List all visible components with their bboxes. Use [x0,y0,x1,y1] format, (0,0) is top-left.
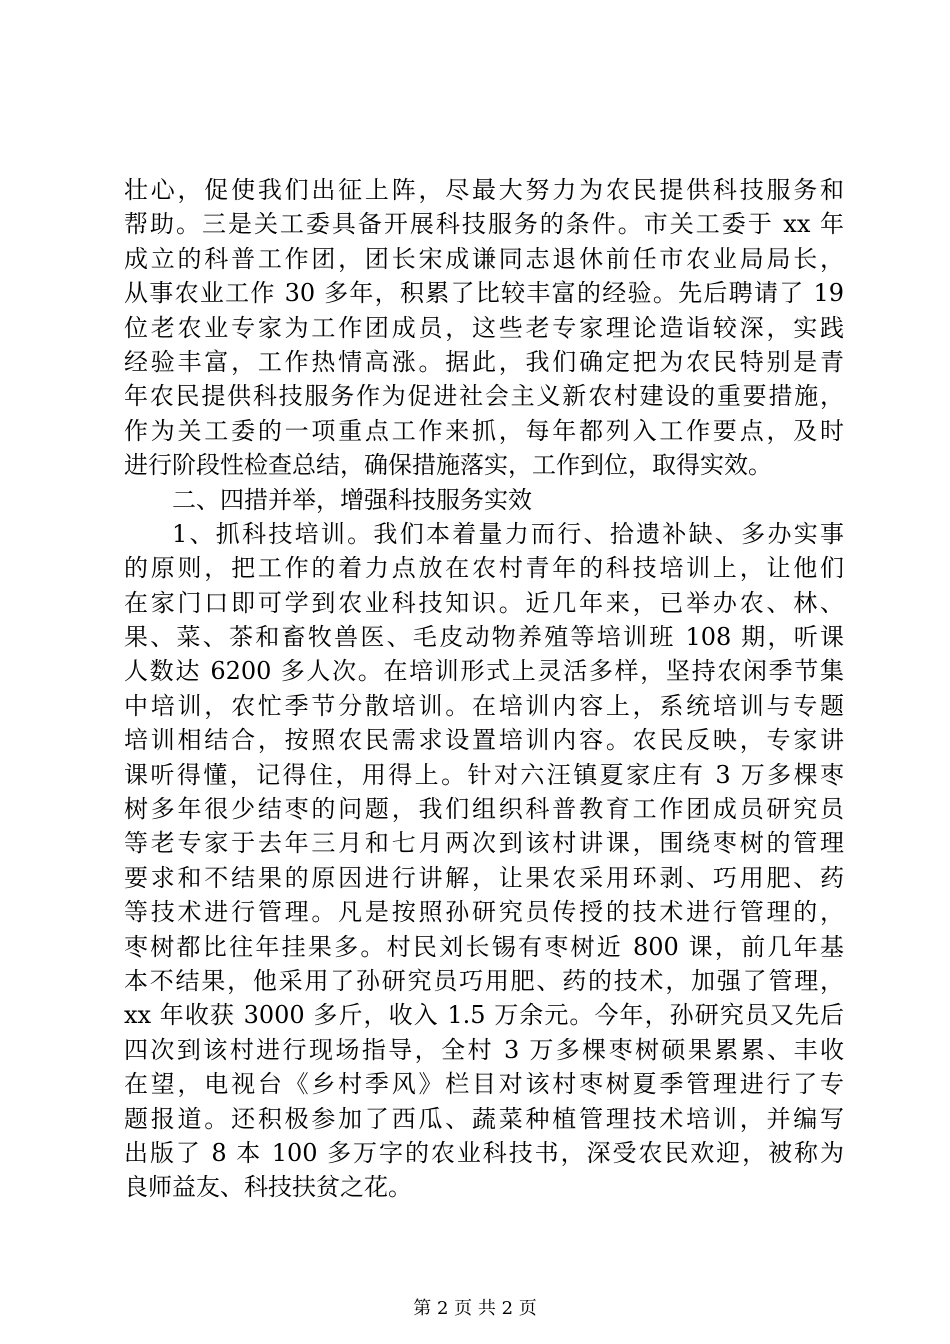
text-line: 位老农业专家为工作团成员，这些老专家理论造诣较深，实践 [124,313,844,342]
text-line: 课听得懂，记得住，用得上。针对六汪镇夏家庄有 3 万多棵枣 [124,760,844,789]
text-line: 等老专家于去年三月和七月两次到该村讲课，围绕枣树的管理 [124,829,844,858]
text-line: 从事农业工作 30 多年，积累了比较丰富的经验。先后聘请了 19 [124,279,844,308]
text-line: 树多年很少结枣的问题，我们组织科普教育工作团成员研究员 [124,795,844,824]
text-line: 要求和不结果的原因进行讲解，让果农采用环剥、巧用肥、药 [124,863,844,892]
text-line: 培训相结合，按照农民需求设置培训内容。农民反映，专家讲 [124,726,844,755]
text-line: 枣树都比往年挂果多。村民刘长锡有枣树近 800 课，前几年基 [124,932,844,961]
text-line: 作为关工委的一项重点工作来抓，每年都列入工作要点，及时 [124,416,844,445]
text-line: 壮心，促使我们出征上阵，尽最大努力为农民提供科技服务和 [124,176,844,204]
text-line: 等技术进行管理。凡是按照孙研究员传授的技术进行管理的， [124,898,844,927]
section-heading: 二、四措并举，增强科技服务实效 [172,485,532,514]
text-line: 人数达 6200 多人次。在培训形式上灵活多样，坚持农闲季节集 [124,657,844,686]
text-line: 题报道。还积极参加了西瓜、蔬菜种植管理技术培训，并编写 [124,1104,844,1133]
text-line: 本不结果，他采用了孙研究员巧用肥、药的技术，加强了管理， [124,966,844,995]
text-line: 四次到该村进行现场指导，全村 3 万多棵枣树硕果累累、丰收 [124,1035,844,1064]
text-line: 的原则，把工作的着力点放在农村青年的科技培训上，让他们 [124,554,844,583]
text-line: 1、抓科技培训。我们本着量力而行、拾遗补缺、多办实事 [172,519,844,548]
text-line: 在望，电视台《乡村季风》栏目对该村枣树夏季管理进行了专 [124,1070,844,1099]
text-line: 出版了 8 本 100 多万字的农业科技书，深受农民欢迎，被称为 [124,1138,844,1167]
text-line: 良师益友、科技扶贫之花。 [124,1173,412,1202]
page-footer: 第 2 页 共 2 页 [413,1298,537,1319]
text-line: 成立的科普工作团，团长宋成谦同志退休前任市农业局局长， [124,244,844,273]
text-line: 中培训，农忙季节分散培训。在培训内容上，系统培训与专题 [124,691,844,720]
text-line: 帮助。三是关工委具备开展科技服务的条件。市关工委于 xx 年 [124,210,844,239]
text-line: 在家门口即可学到农业科技知识。近几年来，已举办农、林、 [124,588,844,617]
text-line: 年农民提供科技服务作为促进社会主义新农村建设的重要措施， [124,382,844,411]
text-line: 经验丰富，工作热情高涨。据此，我们确定把为农民特别是青 [124,347,844,376]
text-line: 果、菜、茶和畜牧兽医、毛皮动物养殖等培训班 108 期，听课 [124,623,844,652]
document-body [124,173,844,1205]
text-line: xx 年收获 3000 多斤，收入 1.5 万余元。今年，孙研究员又先后 [124,1001,844,1030]
text-line: 进行阶段性检查总结，确保措施落实，工作到位，取得实效。 [124,451,772,480]
